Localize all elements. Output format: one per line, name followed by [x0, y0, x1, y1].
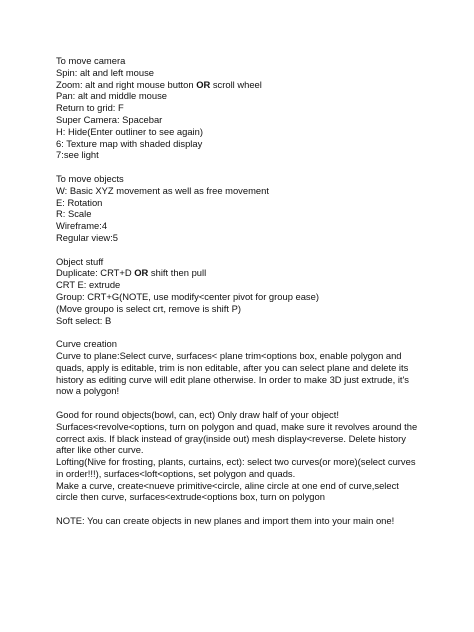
- spacer: [56, 503, 428, 515]
- camera-super: Super Camera: Spacebar: [56, 113, 163, 125]
- curve-heading: Curve creation: [56, 338, 117, 350]
- round-loft-line-2: in order!!!), surfaces<loft<options, set polygon and quads.: [56, 467, 296, 479]
- objects-rotation: E: Rotation: [56, 196, 103, 208]
- round-intro: Good for round objects(bowl, can, ect) Only draw half of your object!: [56, 408, 339, 420]
- curve-plane-line-4: now a polygon!: [56, 385, 120, 397]
- stuff-duplicate-or: OR: [134, 267, 149, 279]
- objects-regular-view: Regular view:5: [56, 231, 119, 243]
- spacer: [56, 244, 428, 256]
- stuff-extrude: CRT E: extrude: [56, 279, 121, 291]
- spacer: [56, 326, 428, 338]
- camera-zoom-or: OR: [196, 78, 211, 90]
- round-make-line-2: circle then curve, surfaces<extrude<options box, turn on polygon: [56, 491, 325, 503]
- camera-spin: Spin: alt and left mouse: [56, 66, 154, 78]
- notes-body: [56, 55, 428, 527]
- camera-heading: To move camera: [56, 55, 126, 66]
- spacer: [56, 161, 428, 173]
- stuff-move-group: (Move groupo is select crt, remove is shift P): [56, 302, 241, 314]
- stuff-heading: Object stuff: [56, 255, 104, 267]
- stuff-duplicate-text: Duplicate: CRT+D: [56, 267, 135, 279]
- curve-plane-line-1: Curve to plane:Select curve, surfaces< plane trim<options box, enable polygon and: [56, 349, 402, 361]
- objects-heading: To move objects: [56, 172, 124, 184]
- note-text: NOTE: You can create objects in new planes and import them into your main one!: [56, 515, 395, 527]
- round-revolve-line-2: correct axis. If black instead of gray(inside out) mesh display<reverse. Delete history: [56, 432, 406, 444]
- camera-zoom-text-end: scroll wheel: [210, 78, 262, 90]
- objects-wireframe: Wireframe:4: [56, 220, 108, 232]
- objects-scale: R: Scale: [56, 208, 92, 220]
- stuff-soft-select: Soft select: B: [56, 314, 112, 326]
- stuff-duplicate-text-end: shift then pull: [148, 267, 207, 279]
- camera-zoom: [56, 79, 428, 91]
- spacer: [56, 397, 428, 409]
- camera-texture: 6: Texture map with shaded display: [56, 137, 203, 149]
- curve-plane-line-3: history as editing curve will edit plane otherwise. In order to make 3D just extrude, it's: [56, 373, 409, 385]
- camera-hide: H: Hide(Enter outliner to see again): [56, 125, 203, 137]
- objects-move: W: Basic XYZ movement as well as free movement: [56, 184, 269, 196]
- curve-plane-line-2: quads, apply is editable, trim is non editable, after you can select plane and delete its: [56, 361, 409, 373]
- camera-pan: Pan: alt and middle mouse: [56, 90, 168, 102]
- stuff-duplicate: [56, 267, 428, 279]
- round-revolve-line-3: after like other curve.: [56, 444, 144, 456]
- camera-light: 7:see light: [56, 149, 99, 161]
- camera-grid: Return to grid: F: [56, 102, 124, 114]
- round-loft-line-1: Lofting(Nive for frosting, plants, curtains, ect): select two curves(or more)(select curves: [56, 456, 416, 468]
- round-revolve-line-1: Surfaces<revolve<options, turn on polygon and quad, make sure it revolves around the: [56, 420, 418, 432]
- stuff-group: Group: CRT+G(NOTE, use modify<center pivot for group ease): [56, 290, 319, 302]
- camera-zoom-text: Zoom: alt and right mouse button: [56, 78, 197, 90]
- round-make-line-1: Make a curve, create<nueve primitive<circle, aline circle at one end of curve,select: [56, 479, 399, 491]
